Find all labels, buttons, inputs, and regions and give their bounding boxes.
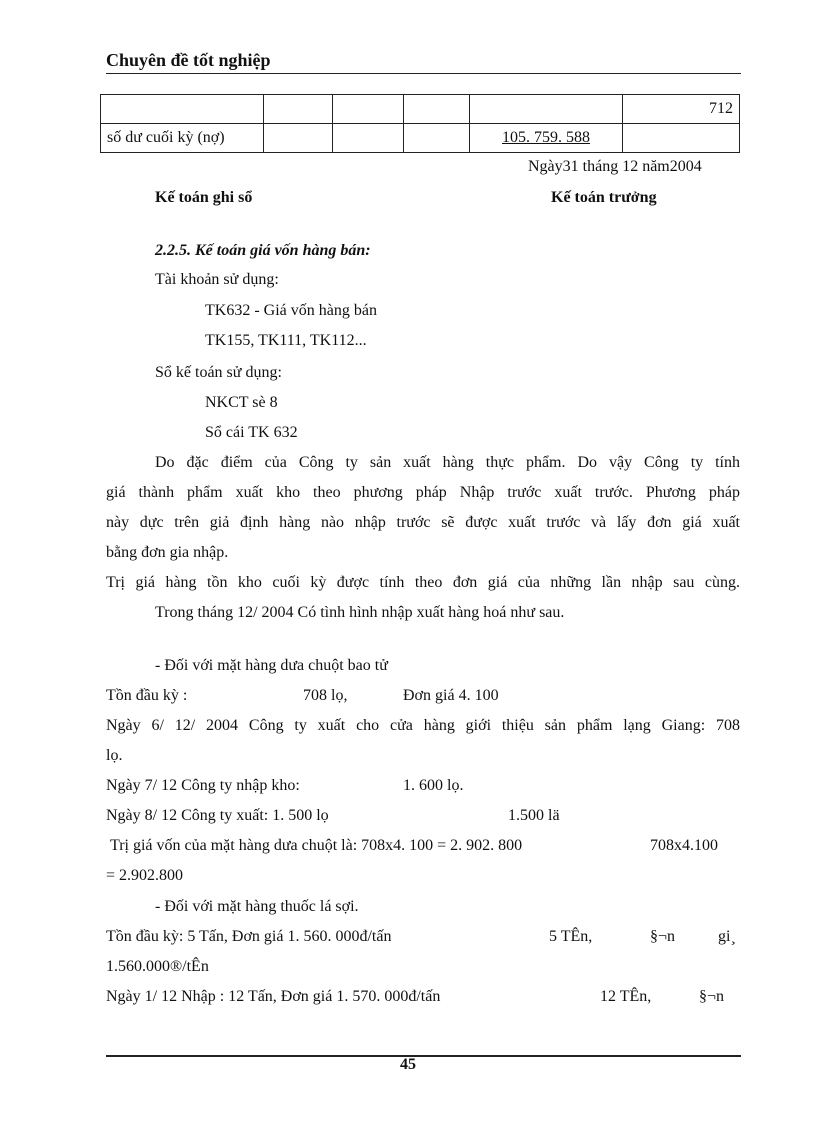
text-line: lọ.: [106, 747, 123, 764]
header-divider: [106, 73, 741, 74]
ledger-table: [100, 94, 740, 153]
table-cell: [470, 95, 623, 124]
text-line: Tồn đầu kỳ :: [106, 687, 188, 704]
signature-chief-accountant: Kế toán trưởng: [551, 189, 657, 206]
table-cell: [101, 95, 264, 124]
text-line: 1.500 lä: [508, 807, 560, 824]
page-number: 45: [400, 1056, 416, 1073]
table-cell: [404, 124, 470, 153]
table-cell: 712: [623, 95, 740, 124]
paragraph-line: này dực trên giả định hàng nào nhập trước sẽ được xuất trước và lấy đơn giá xuất: [106, 514, 740, 531]
text-line: §¬n: [699, 988, 725, 1005]
text-line: Tài khoản sử dụng:: [155, 271, 279, 288]
table-row: [101, 95, 740, 124]
row-label: số dư cuối kỳ (nợ): [101, 124, 264, 153]
text-line: Ngày 7/ 12 Công ty nhập kho:: [106, 777, 300, 794]
signature-bookkeeper: Kế toán ghi sổ: [155, 189, 253, 206]
text-line: 1.560.000®/tÊn: [106, 958, 209, 975]
text-line: Trị giá vốn của mặt hàng dưa chuột là: 708x4. 100 = 2. 902. 800: [110, 837, 523, 854]
table-cell: [333, 95, 404, 124]
text-line: Ngày 1/ 12 Nhập : 12 Tấn, Đơn giá 1. 570. 000đ/tấn: [106, 988, 441, 1005]
text-line: §¬n: [650, 928, 676, 945]
text-line: NKCT sè 8: [205, 394, 278, 411]
paragraph-line: Trong tháng 12/ 2004 Có tình hình nhập xuất hàng hoá như sau.: [155, 604, 565, 621]
bullet-line: - Đối với mặt hàng thuốc lá sợi.: [155, 898, 359, 915]
text-line: Tồn đầu kỳ: 5 Tấn, Đơn giá 1. 560. 000đ/tấn: [106, 928, 392, 945]
text-line: Sổ cái TK 632: [205, 424, 298, 441]
text-line: TK155, TK111, TK112...: [205, 332, 367, 349]
text-line: 708 lọ,: [303, 687, 348, 704]
paragraph-line: Do đặc điểm của Công ty sản xuất hàng thực phẩm. Do vậy Công ty tính: [155, 454, 740, 471]
text-line: Sổ kế toán sử dụng:: [155, 364, 282, 381]
table-cell: [264, 95, 333, 124]
text-line: TK632 - Giá vốn hàng bán: [205, 302, 377, 319]
bullet-line: - Đối với mặt hàng dưa chuột bao tử: [155, 657, 388, 674]
table-cell: [623, 124, 740, 153]
paragraph-line: Trị giá hàng tồn kho cuối kỳ được tính theo đơn giá của những lần nhập sau cùng.: [106, 574, 740, 591]
text-line: 708x4.100: [650, 837, 718, 854]
table-cell: [264, 124, 333, 153]
text-line: = 2.902.800: [106, 867, 184, 884]
paragraph-line: giá thành phẩm xuất kho theo phương pháp Nhập trước xuất trước. Phương pháp: [106, 484, 740, 501]
text-line: Đơn giá 4. 100: [403, 687, 499, 704]
table-cell: [404, 95, 470, 124]
section-heading: 2.2.5. Kế toán giá vốn hàng bán:: [155, 242, 371, 259]
paragraph-line: bằng đơn gia nhập.: [106, 544, 229, 561]
text-line: 12 TÊn,: [600, 988, 652, 1005]
text-line: Ngày 6/ 12/ 2004 Công ty xuất cho cửa hàng giới thiệu sản phẩm lạng Giang: 708: [106, 717, 740, 734]
text-line: Ngày 8/ 12 Công ty xuất: 1. 500 lọ: [106, 807, 329, 824]
closing-balance-value: 105. 759. 588: [502, 129, 590, 146]
page-header-title: Chuyên đề tốt nghiệp: [106, 50, 271, 70]
text-line: 1. 600 lọ.: [403, 777, 464, 794]
text-line: 5 TÊn,: [549, 928, 593, 945]
text-line: gi¸: [718, 928, 736, 945]
date-line: Ngày31 tháng 12 năm2004: [528, 158, 702, 175]
table-row: [101, 124, 740, 153]
table-cell: [333, 124, 404, 153]
